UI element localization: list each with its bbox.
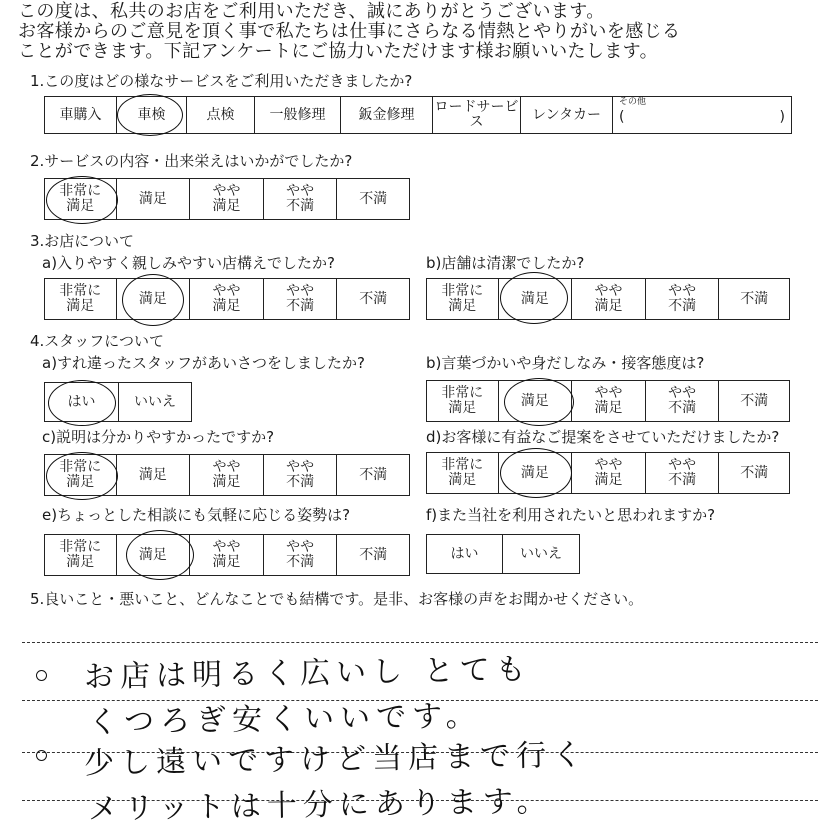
q3b-scale [426,278,790,320]
scale-very-satisfied[interactable]: 非常に 満足 [45,535,117,575]
q3a-label: a)入りやすく親しみやすい店構えでしたか? [42,254,336,272]
q4d-scale [426,452,790,494]
scale-dissatisfied[interactable]: 不満 [359,546,388,563]
answer-no[interactable]: いいえ [520,545,562,562]
intro-line-3: ことができます。下記アンケートにご協力いただけます様お願いいたします。 [18,41,659,62]
q4e-scale [44,534,410,576]
q4f-label: f)また当社を利用されたいと思われますか? [426,506,716,524]
option-rental-car[interactable]: レンタカー [521,97,613,133]
scale-somewhat-satisfied[interactable]: やや 満足 [190,279,264,319]
other-label: その他 [619,97,647,107]
option-general-repair[interactable]: 一般修理 [255,97,341,133]
scale-very-satisfied[interactable]: 非常に 満足 [45,279,117,319]
scale-satisfied[interactable]: 満足 [499,381,573,421]
scale-satisfied[interactable]: 満足 [499,453,573,493]
handwritten-line-4: メリットは十分にあります。 [87,783,553,828]
scale-satisfied[interactable]: 満足 [117,455,191,495]
answer-yes[interactable]: はい [45,383,119,421]
scale-satisfied[interactable]: 満足 [117,535,191,575]
q4e-label: e)ちょっとした相談にも気軽に応じる姿勢は? [42,506,351,524]
q4b-scale [426,380,790,422]
scale-dissatisfied[interactable]: 不満 [359,290,388,307]
q5-title: 5.良いこと・悪いこと、どんなことでも結構です。是非、お客様の声をお聞かせください。 [30,590,644,608]
scale-somewhat-dissatisfied[interactable]: やや 不満 [646,381,720,421]
q4-title: 4.スタッフについて [30,332,165,350]
scale-very-satisfied[interactable]: 非常に 満足 [45,455,117,495]
option-road-service[interactable]: ロードサービス [433,97,521,133]
scale-somewhat-satisfied[interactable]: やや 満足 [572,279,646,319]
option-checkup[interactable]: 点検 [187,97,255,133]
option-other[interactable] [613,97,791,133]
q4c-label: c)説明は分かりやすかったですか? [42,428,275,446]
q3b-label: b)店舗は清潔でしたか? [426,254,585,272]
option-bodywork[interactable]: 鈑金修理 [341,97,433,133]
q4f-yesno [426,534,580,574]
ruled-line [22,642,818,643]
intro-line-1: この度は、私共のお店をご利用いただき、誠にありがとうございます。 [18,1,605,22]
q3a-scale [44,278,410,320]
scale-somewhat-dissatisfied[interactable]: やや 不満 [264,279,338,319]
intro-line-2: お客様からのご意見を頂く事で私たちは仕事にさらなる情熱とやりがいを感じる [18,21,681,42]
scale-dissatisfied[interactable]: 不満 [359,190,388,207]
handwritten-line-2: くつろぎ安くいいです。 [87,698,482,741]
other-close: ) [779,109,785,125]
q3-title: 3.お店について [30,232,135,250]
scale-dissatisfied[interactable]: 不満 [740,290,769,307]
scale-somewhat-satisfied[interactable]: やや 満足 [190,535,264,575]
scale-very-satisfied[interactable]: 非常に 満足 [427,279,499,319]
intro-text [18,2,818,62]
scale-somewhat-dissatisfied[interactable]: やや 不満 [264,455,338,495]
scale-satisfied[interactable]: 満足 [117,179,191,219]
q1-options [44,96,792,134]
q4c-scale [44,454,410,496]
scale-somewhat-satisfied[interactable]: やや 満足 [190,179,264,219]
q2-title: 2.サービスの内容・出来栄えはいかがでしたか? [30,152,353,170]
scale-somewhat-dissatisfied[interactable]: やや 不満 [646,453,720,493]
scale-very-satisfied[interactable]: 非常に 満足 [427,453,499,493]
scale-dissatisfied[interactable]: 不満 [359,466,388,483]
scale-dissatisfied[interactable]: 不満 [740,464,769,481]
scale-dissatisfied[interactable]: 不満 [740,392,769,409]
scale-satisfied[interactable]: 満足 [499,279,573,319]
scale-somewhat-dissatisfied[interactable]: やや 不満 [264,535,338,575]
scale-somewhat-dissatisfied[interactable]: やや 不満 [646,279,720,319]
scale-somewhat-satisfied[interactable]: やや 満足 [572,381,646,421]
scale-very-satisfied[interactable]: 非常に 満足 [427,381,499,421]
q4b-label: b)言葉づかいや身だしなみ・接客態度は? [426,354,705,372]
bullet-mark [36,750,47,761]
handwritten-line-1: お店は明るく広いし とても [83,652,532,695]
q4a-yesno [44,382,192,422]
scale-somewhat-satisfied[interactable]: やや 満足 [190,455,264,495]
answer-no[interactable]: いいえ [134,393,176,410]
q4a-label: a)すれ違ったスタッフがあいさつをしましたか? [42,354,366,372]
handwritten-line-3: 少し遠いですけど当店まで行く [83,737,589,782]
scale-somewhat-satisfied[interactable]: やや 満足 [572,453,646,493]
scale-somewhat-dissatisfied[interactable]: やや 不満 [264,179,338,219]
bullet-mark [36,670,47,681]
scale-very-satisfied[interactable]: 非常に 満足 [45,179,117,219]
option-inspection-shaken[interactable]: 車検 [117,97,187,133]
scale-satisfied[interactable]: 満足 [117,279,191,319]
q2-scale [44,178,410,220]
option-car-purchase[interactable]: 車購入 [45,97,117,133]
other-open: ( [619,109,625,125]
answer-yes[interactable]: はい [427,535,503,573]
q1-title: 1.この度はどの様なサービスをご利用いただきましたか? [30,72,413,90]
q4d-label: d)お客様に有益なご提案をさせていただけましたか? [426,428,780,446]
